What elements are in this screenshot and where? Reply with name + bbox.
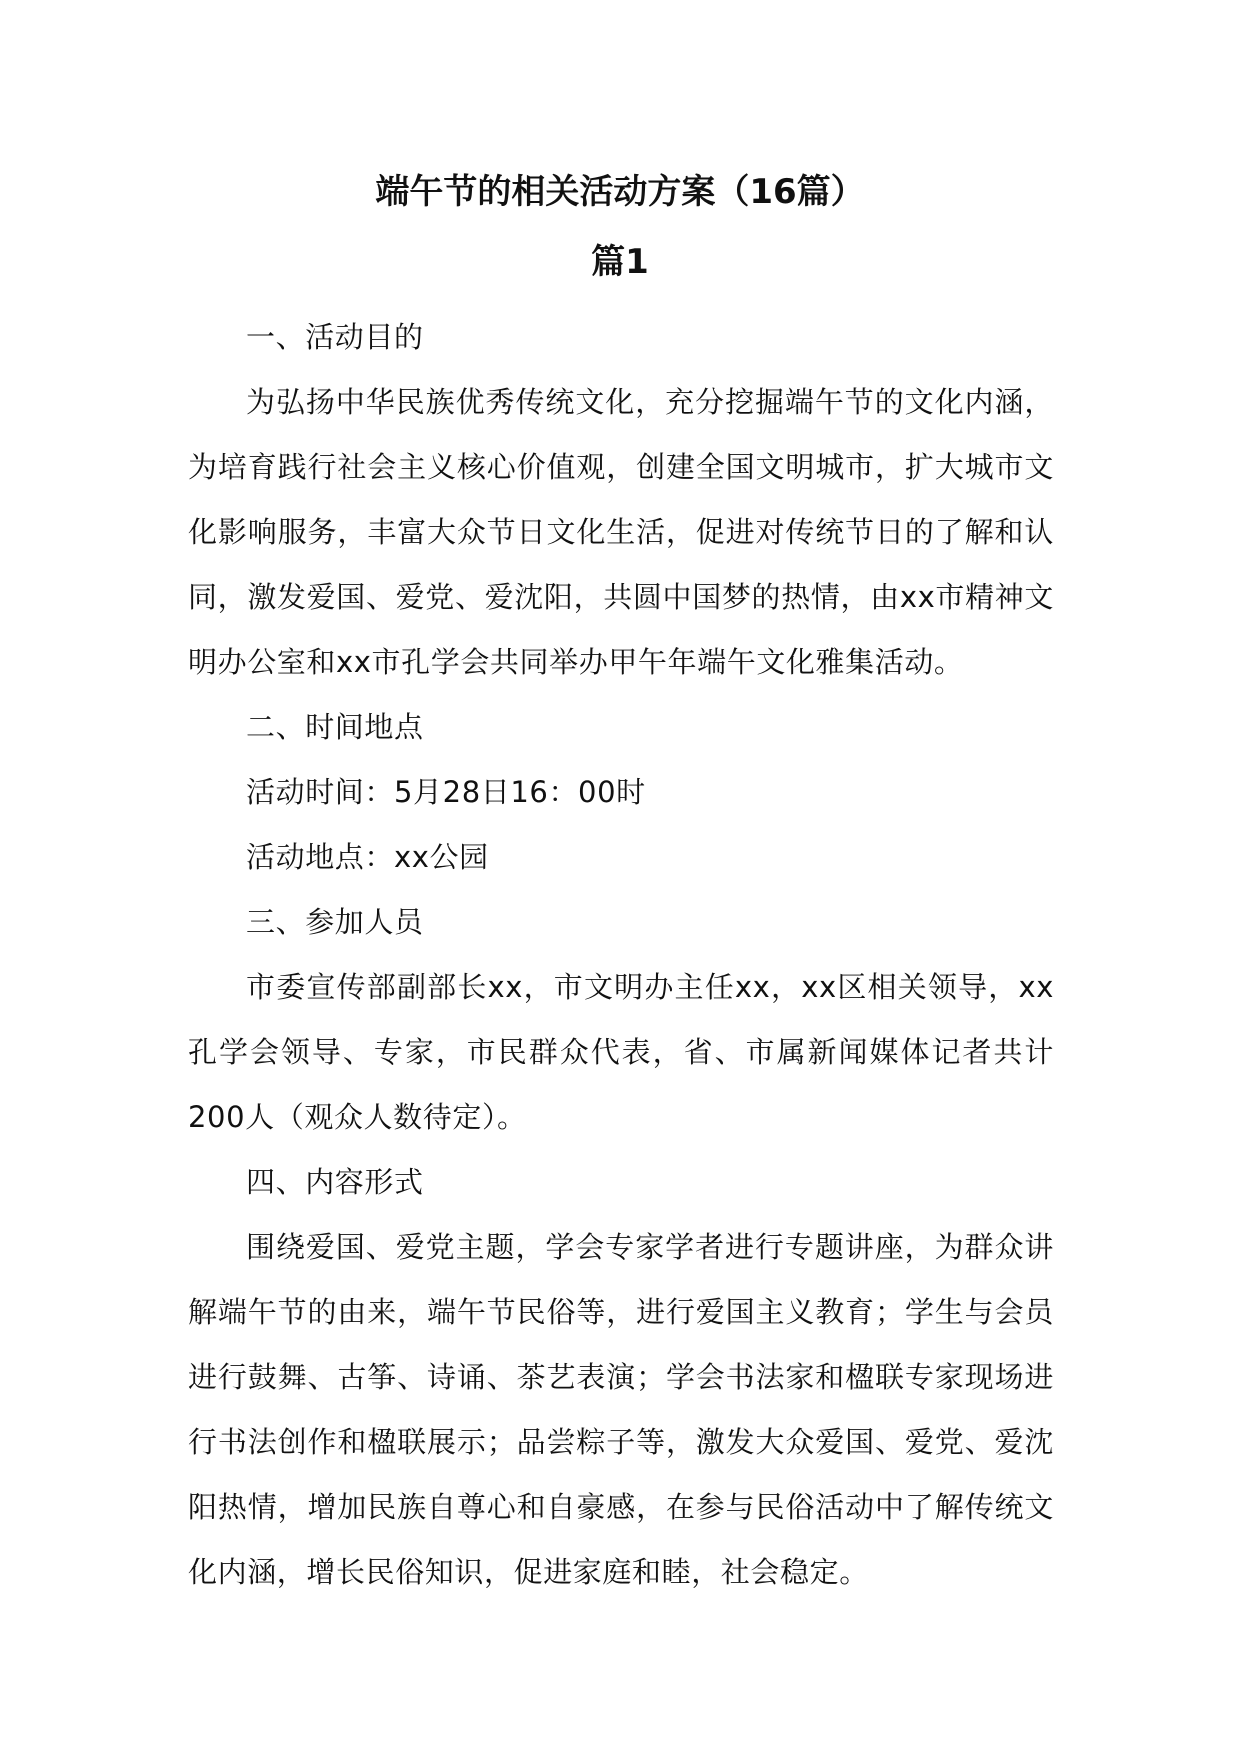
paragraph-participants: 市委宣传部副部长xx，市文明办主任xx，xx区相关领导，xx孔学会领导、专家，市民群众代表，省、市属新闻媒体记者共计200人（观众人数待定）。 bbox=[188, 970, 1054, 1134]
paragraph-content: 围绕爱国、爱党主题，学会专家学者进行专题讲座，为群众讲解端午节的由来，端午节民俗等，进行爱国主义教育；学生与会员进行鼓舞、古筝、诗诵、茶艺表演；学会书法家和楹联专家现场进行书法创作和楹联展示；品尝粽子等，激发大众爱国、爱党、爱沈阳热情，增加民族自尊心和自豪感，在参与民俗活动中了解传统文化内涵，增长民俗知识，促进家庭和睦，社会稳定。 bbox=[188, 1230, 1054, 1589]
document-body bbox=[188, 305, 1054, 1605]
section-heading-purpose: 一、活动目的 bbox=[246, 320, 424, 354]
section-heading-content: 四、内容形式 bbox=[246, 1165, 424, 1199]
document-title: 端午节的相关活动方案（16篇） bbox=[375, 172, 865, 212]
paragraph-time: 活动时间：5月28日16：00时 bbox=[246, 775, 646, 809]
section-heading-time-place: 二、时间地点 bbox=[246, 710, 424, 744]
paragraph-purpose: 为弘扬中华民族优秀传统文化，充分挖掘端午节的文化内涵，为培育践行社会主义核心价值观，创建全国文明城市，扩大城市文化影响服务，丰富大众节日文化生活，促进对传统节日的了解和认同，激发爱国、爱党、爱沈阳，共圆中国梦的热情，由xx市精神文明办公室和xx市孔学会共同举办甲午年端午文化雅集活动。 bbox=[188, 385, 1054, 679]
paragraph-place: 活动地点：xx公园 bbox=[246, 840, 489, 874]
document-subtitle: 篇1 bbox=[591, 242, 649, 282]
section-heading-participants: 三、参加人员 bbox=[246, 905, 424, 939]
